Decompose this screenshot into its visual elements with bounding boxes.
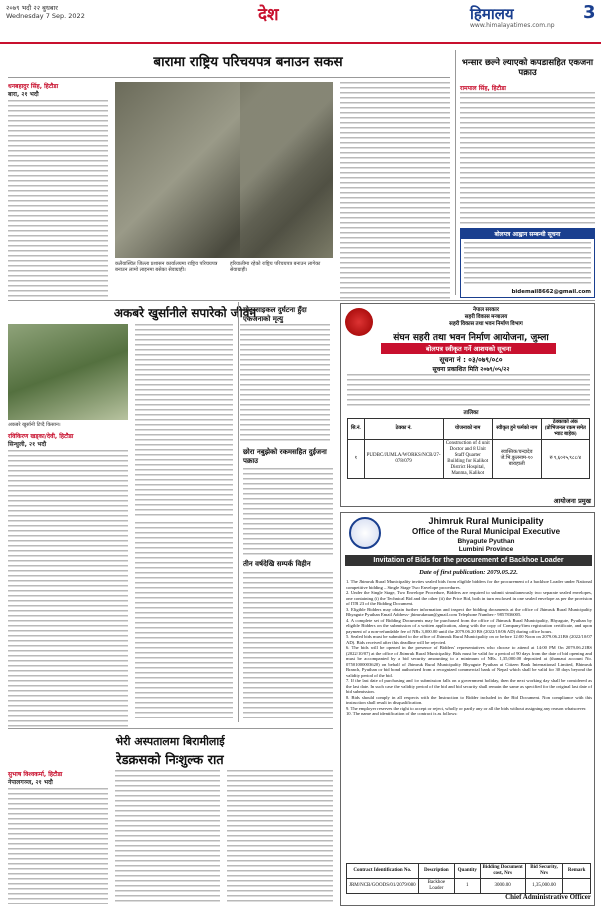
page-number: 3 xyxy=(583,2,596,23)
th-remark: Remark xyxy=(563,864,591,879)
story2-headline: अकबरे खुर्सानीले सपारेको जीवन xyxy=(113,306,257,320)
right-body xyxy=(460,92,595,224)
clause-9: 9. The employer reserves the right to accept or reject, wholly or partly any or all the bids without assigning any reason whatsoever. xyxy=(346,705,587,711)
story2-caption: अकबरे खुर्सानी टिप्दै किसान। xyxy=(8,422,61,428)
tender-en-date: Date of first publication: 2079.05.22. xyxy=(419,569,518,576)
clause-6: 6. The bids will be opened in the presence of Bidders' representatives who choose to attend at 14:00 PM On 2079.06.21BS (2022/10/07) at the office of Jhimruk Rural Municipality. Bids must be valid for a period of 90 days from the date of bid opening and must be accompanied by a bid security amounting to a minimum of NRs. 1,35,000.00 deposited at (thamaui account No. 07501000003620) on behalf of Jhimruk Rural Municipality Bhyagute Pyuthan at Citizen Bank International Limited, Bhimruk Branch, Pyuthan or bid bond authorized from a recognized commercial bank of Nepal which shall be valid for 30 days beyond the validity period of the bid. xyxy=(346,645,592,678)
cell-description: Backhoe Loader xyxy=(418,879,454,894)
story2-dateline: सिन्धुली, २१ भदौ xyxy=(8,441,47,448)
clause-7: 7. If the last date of purchasing and /or submission falls on a government holiday, then the next working day shall be considered as the last date. In such case the validity period of the bid and bid security shall remain the same as specified for the original last date of bid submission. xyxy=(346,678,592,694)
th-description: Description xyxy=(418,864,454,879)
story3-body-col-3 xyxy=(227,770,333,904)
right-byline: रामपाल सिंह, हिटौडा xyxy=(460,85,506,92)
clause-8: 8. Bids should comply in all respects with the Instruction to Bidder included in the Bid Document. Non compliance with this instruction shall result in disqualification. xyxy=(346,694,592,705)
clause-2: 2. Under the Single Stage, Two Envelope Procedure, Bidders are required to submit simultaneously two separate sealed envelopes, one containing (i) the Technical Bid and the other (ii) the Price Bid, both in turn enclosed in one sealed envelope as per the provision of ITB 23 of the Bidding Document. xyxy=(346,590,592,606)
tender-np-signature: आयोजना प्रमुख xyxy=(553,497,591,505)
clause-5: 5. Sealed bids must be submitted to the office of Jhimruk Rural Municipality on or before 12:00 Noon on 2079.06.21BS (2022/10/07 AD). Bids received after this deadline will be rejected. xyxy=(346,634,592,645)
tender-np-box xyxy=(340,303,595,507)
cell-remark xyxy=(563,879,591,894)
brief3-body xyxy=(243,572,333,718)
column-rule xyxy=(238,302,239,722)
story2-body-col-2 xyxy=(135,324,233,518)
story3-dateline: नेपालगञ्ज, २१ भदौ xyxy=(8,779,53,786)
brief2-body xyxy=(243,468,333,556)
right-headline: भन्सार छल्ने ल्याएको कपडासहित एकजना पक्राउ xyxy=(461,58,594,78)
story2-body-col-3 xyxy=(240,324,330,444)
cell-amount: रु ९,६०२५,९८८/४ xyxy=(541,440,589,479)
th-sn: सि.नं. xyxy=(348,419,365,440)
lead-headline: बारामा राष्ट्रिय परिचयपत्र बनाउन सकस xyxy=(153,54,343,70)
tender-np-gov-3: सहरी विकास तथा भवन निर्माण विभाग xyxy=(449,321,523,327)
bolpatra-email[interactable]: bidemail8662@gmail.com xyxy=(511,289,591,295)
tender-np-gov-2: सहरी विकास मन्त्रालय xyxy=(464,314,508,320)
page-date: २०७९ भदौ २२ बुधबार Wednesday 7 Sep. 2022 xyxy=(6,4,85,20)
lead-caption-1: कलैयास्थित जिल्ला प्रशासन कार्यालयमा राष्ट्रिय परिचयपत्र बनाउन लामो लाइनमा बसेका सेवाग्राही। xyxy=(115,261,218,273)
tender-np-table xyxy=(347,418,590,479)
story2-byline: रविकिरण खड्का/देवी, हिटौडा xyxy=(8,433,74,440)
clause-1: 1. The Jhimruk Rural Municipality invites sealed bids from eligible bidders for the procurement of a backhoe Loader under National competitive bidding – Single Stage Two Envelope procedures. xyxy=(346,579,592,590)
lead-byline: धनबहादुर सिंह, हिटौडा xyxy=(8,83,59,90)
story2-body-col-2b xyxy=(135,522,233,718)
tender-en-box xyxy=(340,512,595,906)
tender-en-bar: Invitation of Bids for the procurement of Backhoe Loader xyxy=(345,555,592,566)
divider xyxy=(8,300,595,301)
cell-bid-security: 1,35,000.00 xyxy=(525,879,563,894)
tender-en-org: Jhimruk Rural Municipality xyxy=(428,516,544,526)
tender-en-clauses xyxy=(346,579,592,717)
th-contract-id: Contract Identification No. xyxy=(347,864,419,879)
tender-np-body xyxy=(347,374,590,408)
th-amount: ठेक्काको अंक (प्रोभिजनल रकम समेत भ्याट बाहेक) xyxy=(541,419,589,440)
th-bid-security: Bid Security, Nrs xyxy=(525,864,563,879)
story2-photo xyxy=(8,324,128,420)
divider xyxy=(8,728,333,729)
story2-body-col-1 xyxy=(8,450,128,730)
tender-en-table xyxy=(346,863,591,894)
lead-dateline: बारा, २१ भदौ xyxy=(8,91,39,98)
tender-np-notice-no: सूचना नं : ०३/०७९/०८० xyxy=(439,356,503,364)
cell-project: Construction of 4 unit Doctor and 8 Unit Staff Quarter Building for Kalikot District Hospital, Manma, Kalikot xyxy=(443,440,492,479)
tender-en-office: Office of the Rural Municipal Executive xyxy=(411,527,561,536)
bolpatra-title: बोलपत्र आह्वान सम्बन्धी सूचना xyxy=(461,229,594,239)
th-project: योजनाको नाम xyxy=(443,419,492,440)
page-header xyxy=(0,0,601,44)
section-name: देश xyxy=(258,5,279,25)
tender-en-signature: Chief Administrative Officer xyxy=(505,893,591,901)
th-contract: ठेक्का नं. xyxy=(364,419,443,440)
table-row xyxy=(347,879,591,894)
cell-contract: PUDBC/JUMLA/WORKS/NCB/27-078/079 xyxy=(364,440,443,479)
cell-contract-id: JRM/NCB/GOODS/01/2079/080 xyxy=(347,879,419,894)
clause-10: 10. The name and identification of the contract is as follows: xyxy=(346,711,458,716)
story3-headline-2: रेडक्रसको निःशुल्क रात xyxy=(116,753,224,768)
brief1-headline: मोटरसाइकल दुर्घटना हुँदा एकजनाको मृत्यु xyxy=(243,306,307,323)
tender-np-table-section: तालिका xyxy=(463,410,479,416)
cell-sn: १ xyxy=(348,440,365,479)
brief3-headline: तीन वर्षदेखि सम्पर्क विहीन xyxy=(243,560,311,568)
tender-np-subtitle: बोलपत्र स्वीकृत गर्ने आशयको सूचना xyxy=(381,343,556,354)
story3-byline: सुभाष विश्वकर्मा, हिटौडा xyxy=(8,771,63,778)
story3-body-col-2 xyxy=(115,770,220,904)
divider xyxy=(8,77,450,78)
lead-photo-right xyxy=(240,82,333,258)
municipality-logo xyxy=(349,517,381,549)
table-row xyxy=(348,440,590,479)
th-doc-cost: Bidding Document cost, Nrs xyxy=(480,864,525,879)
clause-4: 4. A complete set of Bidding Documents may be purchased from the office of Jhimruk Rural Municipality, Bhyagute, Pyuthan by eligible Bidders on the submission of a written application, along with the copy of Company/firm registration certificate, and upon payment of a non-refundable fee of NRs 3,000.00 until the 2079.06.20 BS (2022/10/06 AD) during office hours. xyxy=(346,617,592,634)
bolpatra-notice xyxy=(460,228,595,298)
brief2-headline: छोरा नबुझेको रकमसहित दुईजना पक्राउ xyxy=(243,448,327,465)
tender-np-gov-1: नेपाल सरकार xyxy=(472,307,500,313)
story3-body-col-1 xyxy=(8,788,108,904)
tender-np-title: संघन सहरी तथा भवन निर्माण आयोजना, जुम्ला xyxy=(393,333,549,343)
cell-quantity: 1 xyxy=(454,879,480,894)
lead-caption-2: हरियालीमा रहेको राष्ट्रिय परिचयपत्र बनाउन लागेका सेवाग्राही। xyxy=(230,261,321,273)
tender-np-date: सूचना प्रकाशित मिति २०७९/०५/२२ xyxy=(432,366,510,373)
cell-doc-cost: 3000.00 xyxy=(480,879,525,894)
masthead-logo: हिमालय xyxy=(470,5,514,23)
masthead-site: www.himalayatimes.com.np xyxy=(470,22,555,29)
tender-en-location: Bhyagute Pyuthan xyxy=(457,538,515,545)
cell-firm: स्वास्तिक/चन्दादेव जे.भि.कुलनाम-१० बाराहाली xyxy=(492,440,541,479)
lead-body-col-1 xyxy=(8,100,108,300)
th-quantity: Quantity xyxy=(454,864,480,879)
column-rule xyxy=(455,50,456,295)
th-firm: स्वीकृत हुने फर्मको नाम xyxy=(492,419,541,440)
tender-en-province: Lumbini Province xyxy=(458,546,514,553)
lead-body-col-3 xyxy=(340,82,450,300)
clause-3: 3. Eligible Bidders may obtain further information and inspect the bidding documents at the office of Jhimruk Rural Municipality Bhyagute Pyuthan Email Address- jhimrukmun@gmail.com Telephone Number:- 9857836005. xyxy=(346,606,592,617)
bolpatra-body xyxy=(464,242,591,286)
story3-headline-1: भेरी अस्पतालमा बिरामीलाई xyxy=(115,735,225,748)
